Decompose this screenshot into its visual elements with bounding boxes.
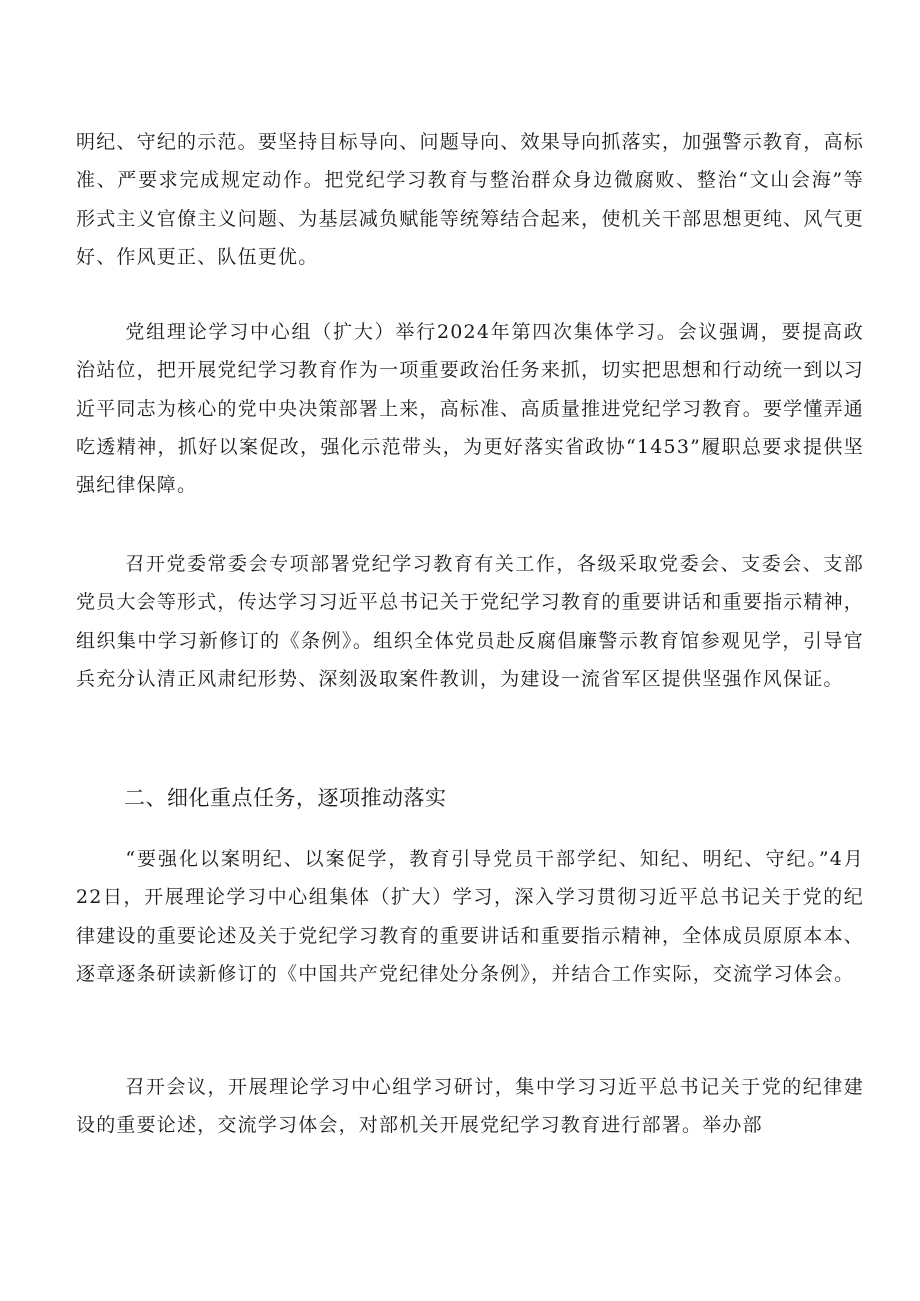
section-heading: 二、细化重点任务，逐项推动落实 [124, 786, 447, 810]
body-paragraph: 召开党委常委会专项部署党纪学习教育有关工作，各级采取党委会、支委会、支部党员大会等形式，传达学习习近平总书记关于党纪学习教育的重要讲话和重要指示精神，组织集中学习新修订的《条例》。组织全体党员赴反腐倡廉警示教育馆参观见学，引导官兵充分认清正风肃纪形势、深刻汲取案件教训，为建设一流省军区提供坚强作风保证。 [76, 553, 864, 690]
body-paragraph: 明纪、守纪的示范。要坚持目标导向、问题导向、效果导向抓落实，加强警示教育，高标准、严要求完成规定动作。把党纪学习教育与整治群众身边微腐败、整治“文山会海”等形式主义官僚主义问题、为基层减负赋能等统筹结合起来，使机关干部思想更纯、风气更好、作风更正、队伍更优。 [76, 131, 864, 268]
body-paragraph: 党组理论学习中心组（扩大）举行2024年第四次集体学习。会议强调，要提高政治站位，把开展党纪学习教育作为一项重要政治任务来抓，切实把思想和行动统一到以习近平同志为核心的党中央决策部署上来，高标准、高质量推进党纪学习教育。要学懂弄通吃透精神，抓好以案促改，强化示范带头，为更好落实省政协“1453”履职总要求提供坚强纪律保障。 [76, 321, 864, 497]
body-paragraph: 召开会议，开展理论学习中心组学习研讨，集中学习习近平总书记关于党的纪律建设的重要论述，交流学习体会，对部机关开展党纪学习教育进行部署。举办部 [76, 1076, 864, 1137]
body-paragraph: “要强化以案明纪、以案促学，教育引导党员干部学纪、知纪、明纪、守纪。”4月22日，开展理论学习中心组集体（扩大）学习，深入学习贯彻习近平总书记关于党的纪律建设的重要论述及关于党纪学习教育的重要讲话和重要指示精神，全体成员原原本本、逐章逐条研读新修订的《中国共产党纪律处分条例》，并结合工作实际，交流学习体会。 [76, 848, 864, 985]
